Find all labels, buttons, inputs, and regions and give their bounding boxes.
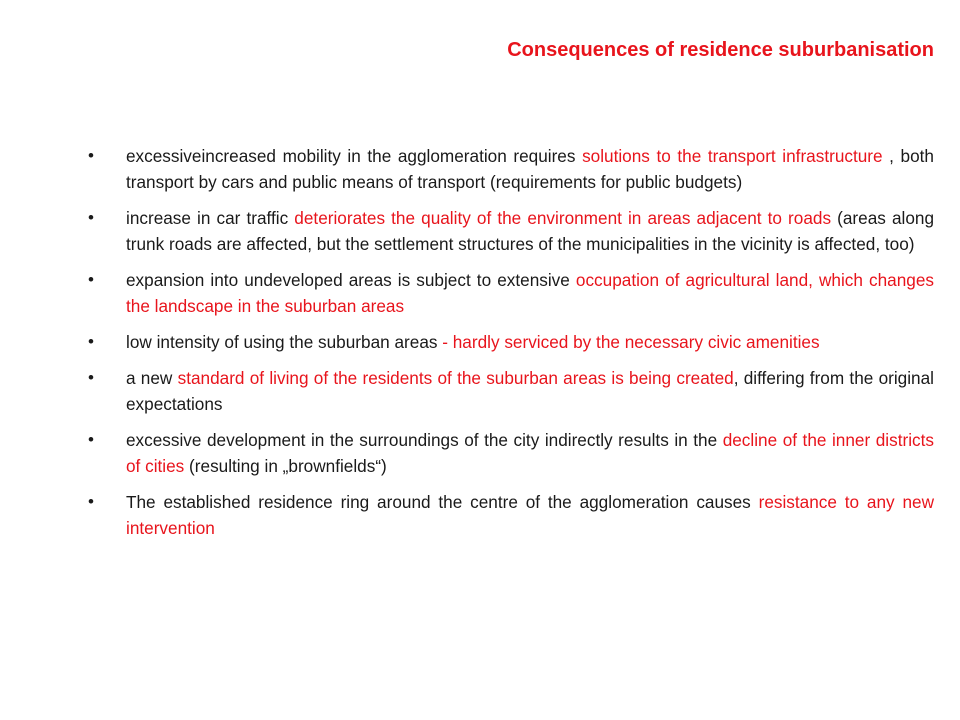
bullet-icon: •	[88, 146, 94, 165]
bullet-icon: •	[88, 332, 94, 351]
bullet-item-low-intensity	[88, 329, 934, 355]
bullet-text: a new	[126, 368, 178, 388]
bullet-list	[88, 143, 934, 551]
bullet-item-expansion	[88, 267, 934, 319]
bullet-item-car-traffic	[88, 205, 934, 257]
bullet-text: (resulting in „brownfields“)	[184, 456, 387, 476]
bullet-text: excessiveincreased mobility in the agglomeration requires	[126, 146, 583, 166]
bullet-highlight: standard of living of the residents of the suburban areas is being created	[177, 368, 734, 388]
slide-title: Consequences of residence suburbanisation	[507, 39, 934, 61]
bullet-highlight: resistance to any new intervention	[126, 492, 934, 538]
bullet-highlight: occupation of agricultural land, which changes the landscape in the suburban areas	[126, 270, 934, 316]
bullet-text: (areas along trunk roads are affected, but the settlement structures of the municipalities in the vicinity is affected, too)	[126, 208, 934, 254]
bullet-text: , both transport by cars and public means of transport (requirements for public budgets)	[126, 146, 934, 192]
bullet-highlight: deteriorates the quality of the environment in areas adjacent to roads	[294, 208, 832, 228]
bullet-icon: •	[88, 430, 94, 449]
bullet-icon: •	[88, 208, 94, 227]
bullet-highlight: solutions to the transport infrastructure	[582, 146, 883, 166]
bullet-text: increase in car traffic	[126, 208, 295, 228]
bullet-highlight: - hardly serviced by the necessary civic amenities	[442, 332, 820, 352]
bullet-icon: •	[88, 368, 94, 387]
bullet-highlight: decline of the inner districts of cities	[126, 430, 934, 476]
bullet-text: excessive development in the surroundings of the city indirectly results in the	[126, 430, 723, 450]
bullet-text: low intensity of using the suburban areas	[126, 332, 443, 352]
bullet-item-inner-districts	[88, 427, 934, 479]
bullet-text: , differing from the original expectations	[126, 368, 934, 414]
bullet-item-standard-of-living	[88, 365, 934, 417]
bullet-icon: •	[88, 492, 94, 511]
bullet-icon: •	[88, 270, 94, 289]
bullet-text: The established residence ring around the centre of the agglomeration causes	[126, 492, 759, 512]
bullet-item-transport	[88, 143, 934, 195]
bullet-item-residence-ring	[88, 489, 934, 541]
bullet-text: expansion into undeveloped areas is subject to extensive	[126, 270, 576, 290]
